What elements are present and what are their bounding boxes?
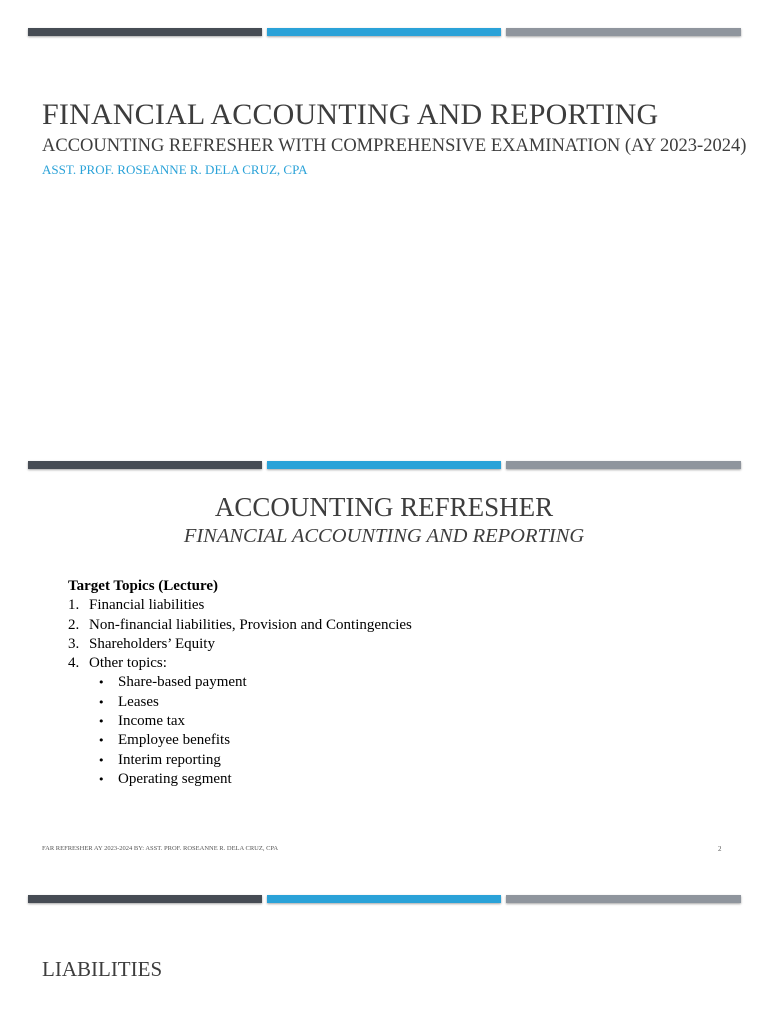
bullet-icon: • (98, 734, 105, 748)
slide-1 (0, 0, 768, 440)
slide-title: FINANCIAL ACCOUNTING AND REPORTING (42, 98, 659, 131)
list-item-text: Other topics: (89, 655, 167, 672)
header-bar-gray (506, 461, 741, 469)
bullet-item (89, 673, 412, 692)
header-bar-gray (506, 28, 741, 36)
slide-title: LIABILITIES (42, 957, 163, 981)
bullet-item (89, 770, 412, 789)
bullet-item (89, 712, 412, 731)
header-bar-blue (267, 895, 501, 903)
bullet-item-text: Income tax (118, 713, 186, 730)
slide-3 (0, 870, 768, 1024)
list-item-text: Non-financial liabilities, Provision and Contingencies (89, 616, 412, 633)
topics-content (68, 577, 412, 789)
bullet-item (89, 693, 412, 712)
bullet-item-text: Operating segment (118, 770, 232, 787)
list-number: 1. (68, 597, 80, 614)
header-bar-dark (28, 895, 262, 903)
bullet-icon: • (98, 695, 105, 709)
header-bar-blue (267, 28, 501, 36)
list-number: 3. (68, 635, 80, 652)
bullet-item-text: Employee benefits (118, 732, 231, 749)
header-bars (28, 461, 741, 469)
list-item (68, 596, 412, 615)
page-number: 2 (718, 845, 722, 853)
slide-title: ACCOUNTING REFRESHER (214, 492, 554, 522)
list-number: 2. (68, 616, 80, 633)
bullet-icon: • (98, 753, 105, 767)
header-bar-dark (28, 461, 262, 469)
header-bar-dark (28, 28, 262, 36)
slide-subtitle: ACCOUNTING REFRESHER WITH COMPREHENSIVE EXAMINATION (AY 2023-2024) (42, 136, 747, 156)
slide-2 (0, 440, 768, 870)
list-item (68, 654, 412, 673)
bullet-item-text: Leases (118, 693, 159, 710)
bullet-icon: • (98, 676, 105, 690)
slide-footer: FAR REFRESHER AY 2023-2024 BY: ASST. PROF. ROSEANNE R. DELA CRUZ, CPA (42, 845, 279, 852)
list-item-text: Financial liabilities (89, 597, 205, 614)
list-number: 4. (68, 655, 80, 672)
header-bars (28, 28, 741, 36)
topics-heading: Target Topics (Lecture) (68, 578, 218, 594)
header-bars (28, 895, 741, 903)
slide-author: ASST. PROF. ROSEANNE R. DELA CRUZ, CPA (42, 162, 308, 177)
bullet-item-text: Share-based payment (118, 674, 247, 691)
bullet-item-text: Interim reporting (118, 751, 221, 768)
numbered-list (68, 596, 412, 673)
list-item-text: Shareholders’ Equity (89, 635, 215, 652)
header-bar-gray (506, 895, 741, 903)
list-item (68, 635, 412, 654)
slide-subtitle: FINANCIAL ACCOUNTING AND REPORTING (183, 525, 585, 547)
list-item (68, 616, 412, 635)
bullet-item (89, 731, 412, 750)
bullet-list (68, 673, 412, 789)
bullet-icon: • (98, 715, 105, 729)
bullet-icon: • (98, 772, 105, 786)
bullet-item (89, 751, 412, 770)
header-bar-blue (267, 461, 501, 469)
